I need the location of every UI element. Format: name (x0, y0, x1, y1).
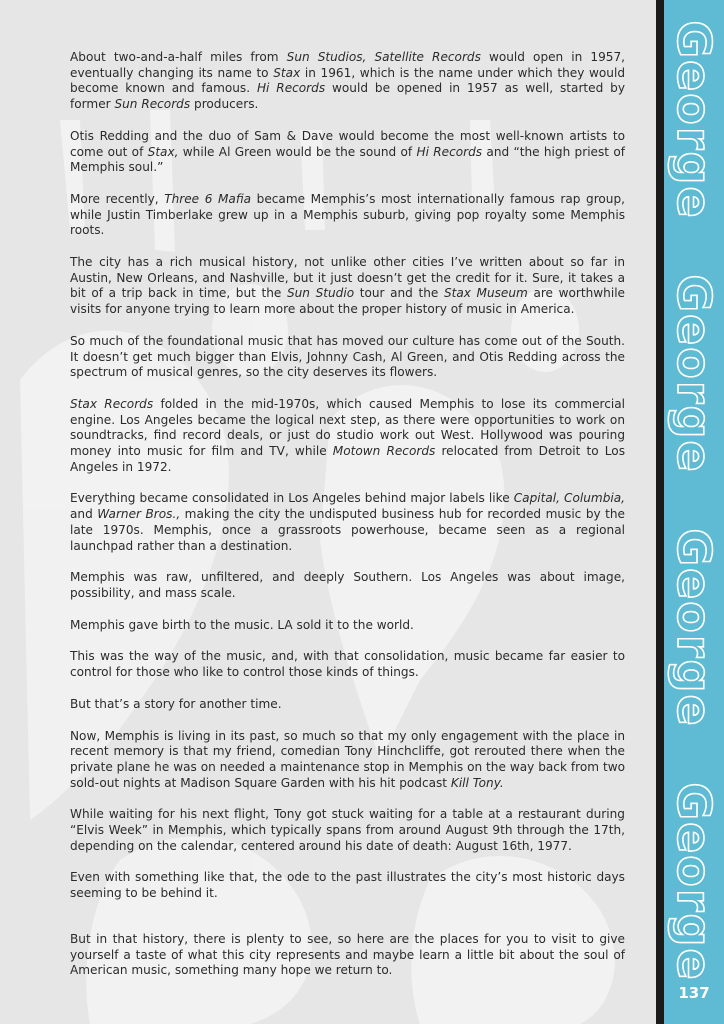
italic-title-text: Three 6 Mafia (164, 191, 252, 206)
paragraph-text: became Memphis’s most internationally famous rap group, while Justin Timberlake grew up in a Memphis suburb, giving pop royalty some Memphis roots. (70, 191, 625, 238)
paragraph (70, 807, 625, 854)
italic-title-text: Stax Records (70, 396, 154, 411)
paragraph (70, 870, 625, 901)
paragraph-text: would open in 1957, eventually changing its name to (70, 50, 626, 80)
paragraph (70, 618, 625, 634)
italic-title-text: Hi Records (256, 81, 326, 96)
paragraph (70, 697, 625, 713)
paragraph-text: and “the high priest of Memphis soul.” (70, 144, 625, 175)
paragraph-text: are worthwhile visits for anyone trying to learn more about the proper history of music in America. (70, 286, 625, 317)
paragraph-text: Otis Redding and the duo of Sam & Dave would become the most well-known artists to come out of (70, 128, 625, 159)
italic-title-text: Sun Studio (286, 286, 355, 301)
italic-title-text: Stax, (147, 144, 179, 159)
paragraph-text: and (70, 507, 98, 522)
paragraph-text: in 1961, which is the name under which they would become known and famous. (70, 65, 625, 96)
article-body (70, 50, 625, 995)
paragraph-text: Memphis gave birth to the music. LA sold it to the world. (70, 617, 414, 632)
paragraph-text: So much of the foundational music that has moved our culture has come out of the South. It doesn’t get much bigger than Elvis, Johnny Cash, Al Green, and Otis Redding across the spectrum of musical genres, so the city deserves its flowers. (70, 333, 625, 380)
paragraph (70, 334, 625, 381)
italic-title-text: Warner Bros., (97, 507, 181, 522)
paragraph-text: Now, Memphis is living in its past, so much so that my only engagement with the place in recent memory is that my friend, comedian Tony Hinchcliffe, got rerouted there when the private plane he was on needed a maintenance stop in Memphis on the way back from two sold-out nights at Madison Square Garden with his hit podcast (70, 728, 625, 790)
paragraph (70, 491, 625, 554)
paragraph-text: while Al Green would be the sound of (178, 144, 417, 159)
paragraph (70, 50, 625, 113)
paragraph-text: tour and the (354, 286, 444, 301)
paragraph-text: producers. (190, 97, 259, 112)
paragraph-text: But that’s a story for another time. (70, 696, 282, 711)
paragraph-text: The city has a rich musical history, not unlike other cities I’ve written about so far in Austin, New Orleans, and Nashville, but it just doesn’t get the credit for it. Sure, it takes a bit of a trip back in time, but the (70, 255, 625, 301)
paragraph (70, 255, 625, 318)
paragraph-text: This was the way of the music, and, with that consolidation, music became far easier to control for those who like to control those kinds of things. (70, 649, 625, 680)
paragraph-text: would be opened in 1957 as well, started by former (70, 81, 625, 112)
italic-title-text: Sun Records (114, 97, 191, 112)
paragraph-text: Everything became consolidated in Los Angeles behind major labels like (70, 491, 514, 506)
sidebar-band: George George George George (664, 0, 724, 1024)
paragraph-text: But in that history, there is plenty to see, so here are the places for you to visit to give yourself a taste of what this city represents and maybe learn a little bit about the soul of American music, something many hope we return to. (70, 931, 625, 978)
italic-title-text: Stax (273, 65, 301, 80)
italic-title-text: Hi Records (416, 144, 483, 159)
paragraph-text: Even with something like that, the ode to the past illustrates the city’s most historic days seeming to be behind it. (70, 870, 625, 901)
paragraph-text: relocated from Detroit to Los Angeles in 1972. (70, 444, 626, 474)
paragraph-text: folded in the mid-1970s, which caused Memphis to lose its commercial engine. Los Angeles became the logical next step, as there were opportunities to work on soundtracks, find record deals, or just do studio work out West. Hollywood was pouring money into music for film and TV, while (70, 396, 625, 459)
paragraph (70, 570, 625, 601)
italic-title-text: Kill Tony. (450, 775, 504, 790)
paragraph-text: More recently, (70, 191, 165, 206)
paragraph (70, 729, 625, 792)
page-edge-divider (656, 0, 664, 1024)
italic-title-text: Motown Records (332, 444, 436, 459)
paragraph (70, 397, 625, 476)
paragraph-text: Memphis was raw, unfiltered, and deeply Southern. Los Angeles was about image, possibility, and mass scale. (70, 570, 625, 600)
paragraph (70, 192, 625, 239)
italic-title-text: Stax Museum (443, 286, 528, 301)
paragraph (70, 649, 625, 680)
paragraph (70, 932, 625, 979)
italic-title-text: Capital, Columbia, (513, 491, 625, 506)
paragraph-text: While waiting for his next flight, Tony got stuck waiting for a table at a restaurant during “Elvis Week” in Memphis, which typically spans from around August 9th through the 17th, depending on the calendar, centered around his date of death: August 16th, 1977. (70, 807, 625, 853)
paragraph-text: About two-and-a-half miles from (70, 50, 287, 64)
page-number: 137 (678, 984, 710, 1002)
paragraph-text: making the city the undisputed business hub for recorded music by the late 1970s. Memphis, once a grassroots powerhouse, became seen as a regional launchpad rather than a destination. (70, 507, 625, 553)
paragraph (70, 129, 625, 176)
italic-title-text: Sun Studios, Satellite Records (286, 50, 481, 64)
